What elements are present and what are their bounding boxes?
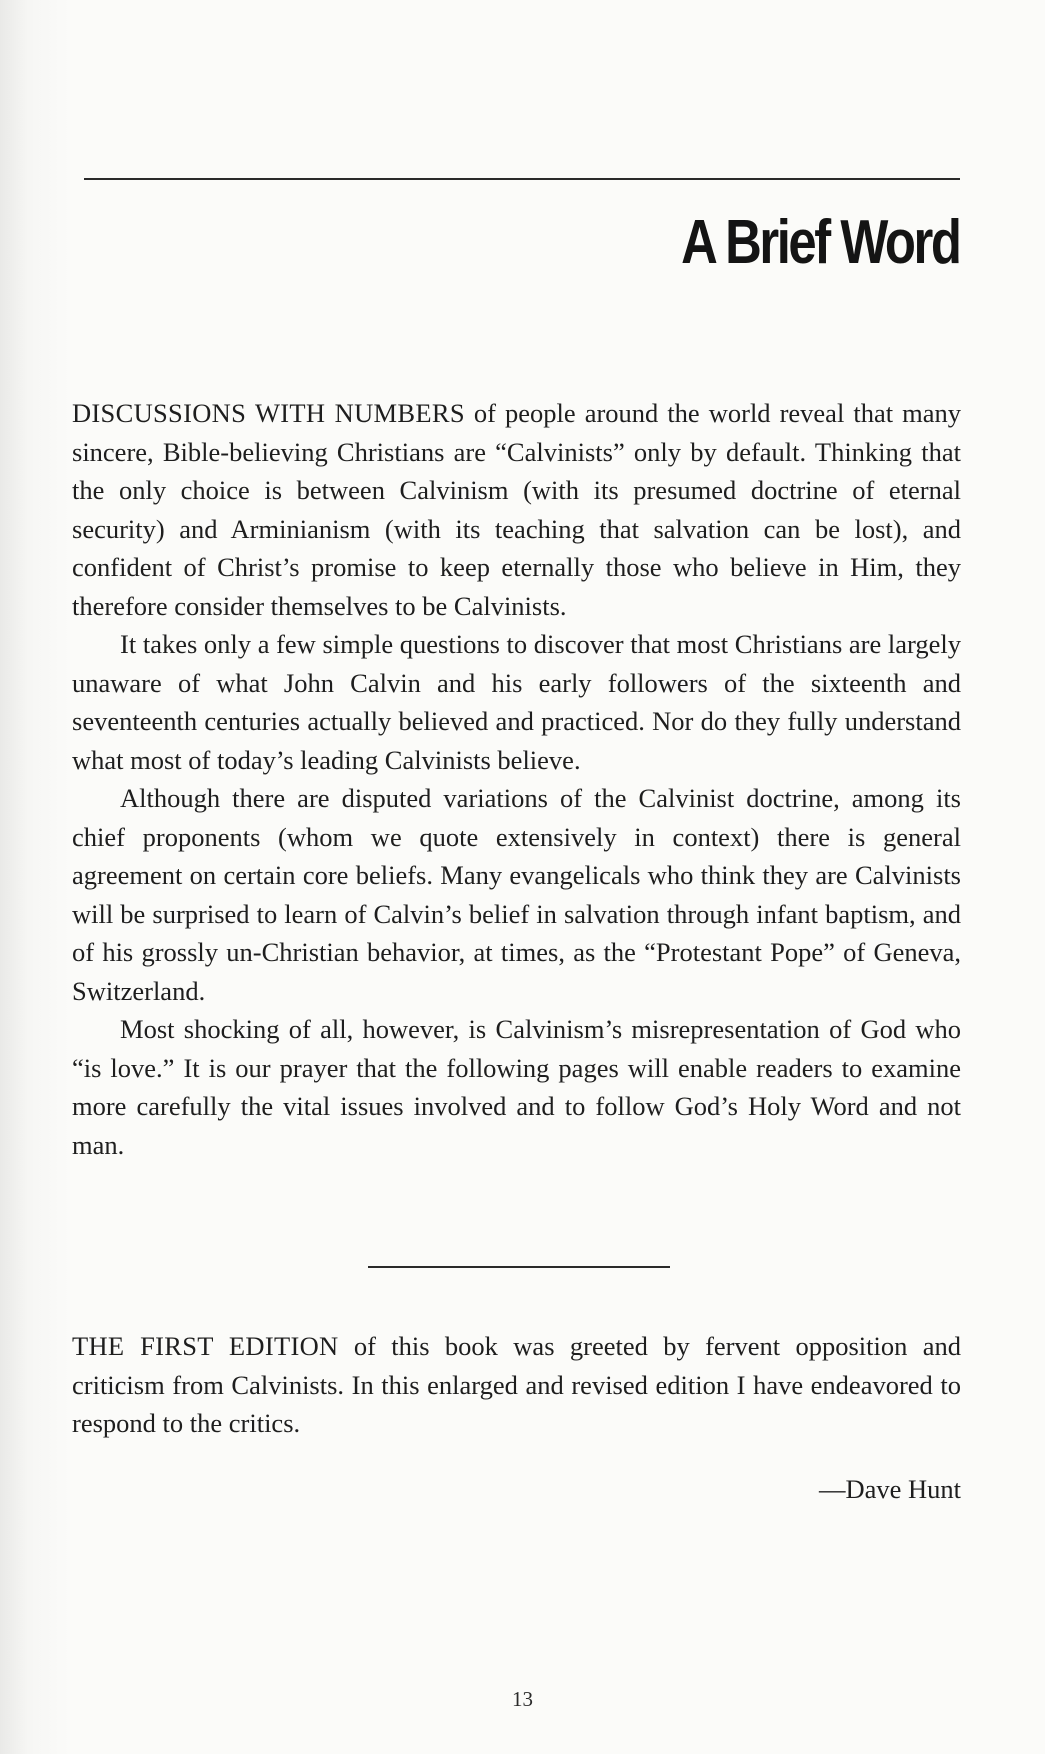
page-number: 13 bbox=[512, 1687, 533, 1711]
chapter-top-rule bbox=[84, 178, 960, 180]
body-text bbox=[72, 394, 961, 1164]
paragraph-2: It takes only a few simple questions to discover that most Christians are largely unaware of what John Calvin and his early followers of the sixteenth and seventeenth centuries actually believed and practiced. Nor do they fully understand what most of today’s leading Calvinists believe. bbox=[72, 629, 961, 775]
paragraph-4: Most shocking of all, however, is Calvinism’s misrepresentation of God who “is love.” It is our prayer that the following pages will enable readers to examine more carefully the vital issues involved and to follow God’s Holy Word and not man. bbox=[72, 1014, 961, 1160]
paragraph-1 bbox=[72, 394, 961, 625]
paragraph-1-lead: DISCUSSIONS WITH NUMBERS bbox=[72, 398, 465, 428]
paragraph-3: Although there are disputed variations of the Calvinist doctrine, among its chief proponents (whom we quote extensively in context) there is general agreement on certain core beliefs. Many evangelicals who think they are Calvinists will be surprised to learn of Calvin’s belief in salvation through infant baptism, and of his grossly un-Christian behavior, at times, as the “Protestant Pope” of Geneva, Switzerland. bbox=[72, 783, 961, 1006]
edition-note-lead: THE FIRST EDITION bbox=[72, 1331, 339, 1361]
chapter-title: A Brief Word bbox=[680, 208, 959, 277]
author-signature: —Dave Hunt bbox=[818, 1474, 961, 1504]
section-divider-rule bbox=[368, 1266, 670, 1268]
paragraph-1-text: of people around the world reveal that many sincere, Bible-believing Christians are “Calvinists” only by default. Thinking that the only choice is between Calvinism (with its presumed doctrine of eternal security) and Arminianism (with its teaching that salvation can be lost), and confident of Christ’s promise to keep eternally those who believe in Him, they therefore consider themselves to be Calvinists. bbox=[72, 398, 961, 621]
edition-note bbox=[72, 1327, 961, 1443]
edition-note-text: of this book was greeted by fervent opposition and criticism from Calvinists. In this enlarged and revised edition I have endeavored to respond to the critics. bbox=[72, 1331, 962, 1438]
